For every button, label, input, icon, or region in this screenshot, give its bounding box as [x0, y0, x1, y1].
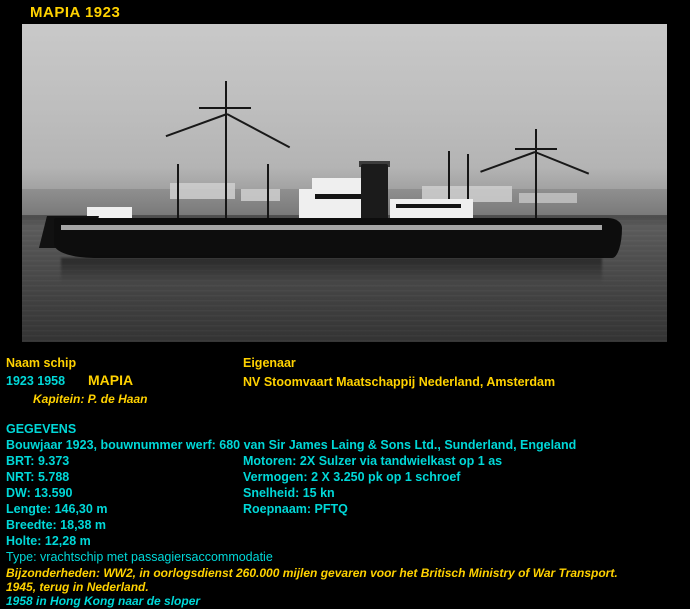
label-ship-name: Naam schip — [6, 356, 77, 370]
photo-canvas — [22, 24, 667, 342]
cargo-boom-1 — [227, 113, 291, 148]
foremast — [225, 81, 227, 224]
detail-left-0: Bouwjaar 1923, bouwnummer werf: 680 van Sir James Laing & Sons Ltd., Sunderland, Engeland — [6, 438, 577, 452]
aft-house-windows — [396, 204, 461, 208]
detail-left-2: NRT: 5.788 — [6, 470, 70, 484]
detail-left-6: Holte: 12,28 m — [6, 534, 91, 548]
owner-value: NV Stoomvaart Maatschappij Nederland, Amsterdam — [243, 375, 556, 389]
detail-left-5: Breedte: 18,38 m — [6, 518, 107, 532]
funnel — [361, 164, 388, 221]
captain-line: Kapitein: P. de Haan — [33, 392, 148, 406]
building-2 — [241, 189, 280, 200]
label-owner: Eigenaar — [243, 356, 296, 370]
ship-photo — [22, 24, 667, 342]
cargo-boom-2 — [166, 113, 227, 137]
fore-derrick-post-1 — [177, 164, 179, 221]
detail-note-2: 1958 in Hong Kong naar de sloper — [6, 594, 201, 608]
mainmast — [535, 129, 537, 224]
details-heading: GEGEVENS — [6, 422, 77, 436]
detail-left-3: DW: 13.590 — [6, 486, 73, 500]
detail-right-3: Roepnaam: PFTQ — [243, 502, 348, 516]
cargo-boom-4 — [481, 151, 536, 173]
detail-right-2: Snelheid: 15 kn — [243, 486, 335, 500]
building-4 — [519, 193, 577, 204]
detail-left-1: BRT: 9.373 — [6, 454, 70, 468]
cargo-boom-3 — [535, 151, 590, 175]
detail-right-1: Vermogen: 2 X 3.250 pk op 1 schroef — [243, 470, 461, 484]
page-title: MAPIA 1923 — [30, 4, 121, 21]
bridge-windows — [315, 194, 367, 199]
detail-left-7: Type: vrachtschip met passagiersaccommodatie — [6, 550, 273, 564]
hull-reflection — [61, 258, 603, 283]
detail-left-4: Lengte: 146,30 m — [6, 502, 108, 516]
detail-note-1: 1945, terug in Nederland. — [6, 580, 149, 594]
hull — [54, 218, 622, 258]
detail-note-0: Bijzonderheden: WW2, in oorlogsdienst 260.000 mijlen gevaren voor het Britisch Ministry of War Transport. — [6, 566, 618, 580]
detail-right-0: Motoren: 2X Sulzer via tandwielkast op 1 as — [243, 454, 503, 468]
ship-years: 1923 1958 — [6, 374, 66, 388]
foremast-yard — [199, 107, 251, 109]
hull-stripe — [61, 225, 603, 230]
aft-house — [390, 199, 474, 220]
mainmast-yard — [515, 148, 557, 150]
ship-name-value: MAPIA — [88, 372, 134, 388]
fore-derrick-post-2 — [267, 164, 269, 221]
